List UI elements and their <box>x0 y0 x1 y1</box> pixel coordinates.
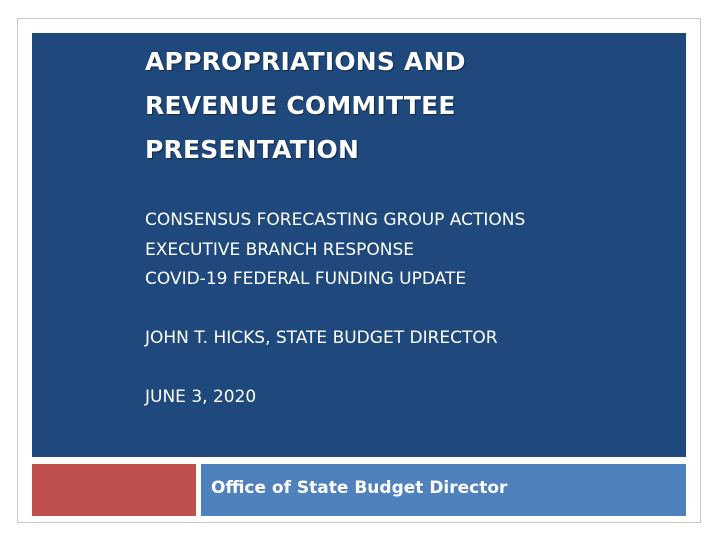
title-line-2: REVENUE COMMITTEE <box>145 91 456 120</box>
topic-1: CONSENSUS FORECASTING GROUP ACTIONS <box>145 210 526 230</box>
title-line-1: APPROPRIATIONS AND <box>145 47 466 76</box>
title-line-3: PRESENTATION <box>145 135 360 164</box>
footer-accent-red <box>32 464 196 516</box>
spacer <box>145 295 675 325</box>
topic-2: EXECUTIVE BRANCH RESPONSE <box>145 239 415 260</box>
presentation-date: JUNE 3, 2020 <box>145 387 257 407</box>
presenter: JOHN T. HICKS, STATE BUDGET DIRECTOR <box>145 328 498 348</box>
footer-office-name: Office of State Budget Director <box>211 478 508 498</box>
spacer <box>145 354 675 384</box>
topic-3: COVID-19 FEDERAL FUNDING UPDATE <box>145 269 467 289</box>
slide-title <box>145 40 665 172</box>
slide-subtitle <box>145 206 675 413</box>
